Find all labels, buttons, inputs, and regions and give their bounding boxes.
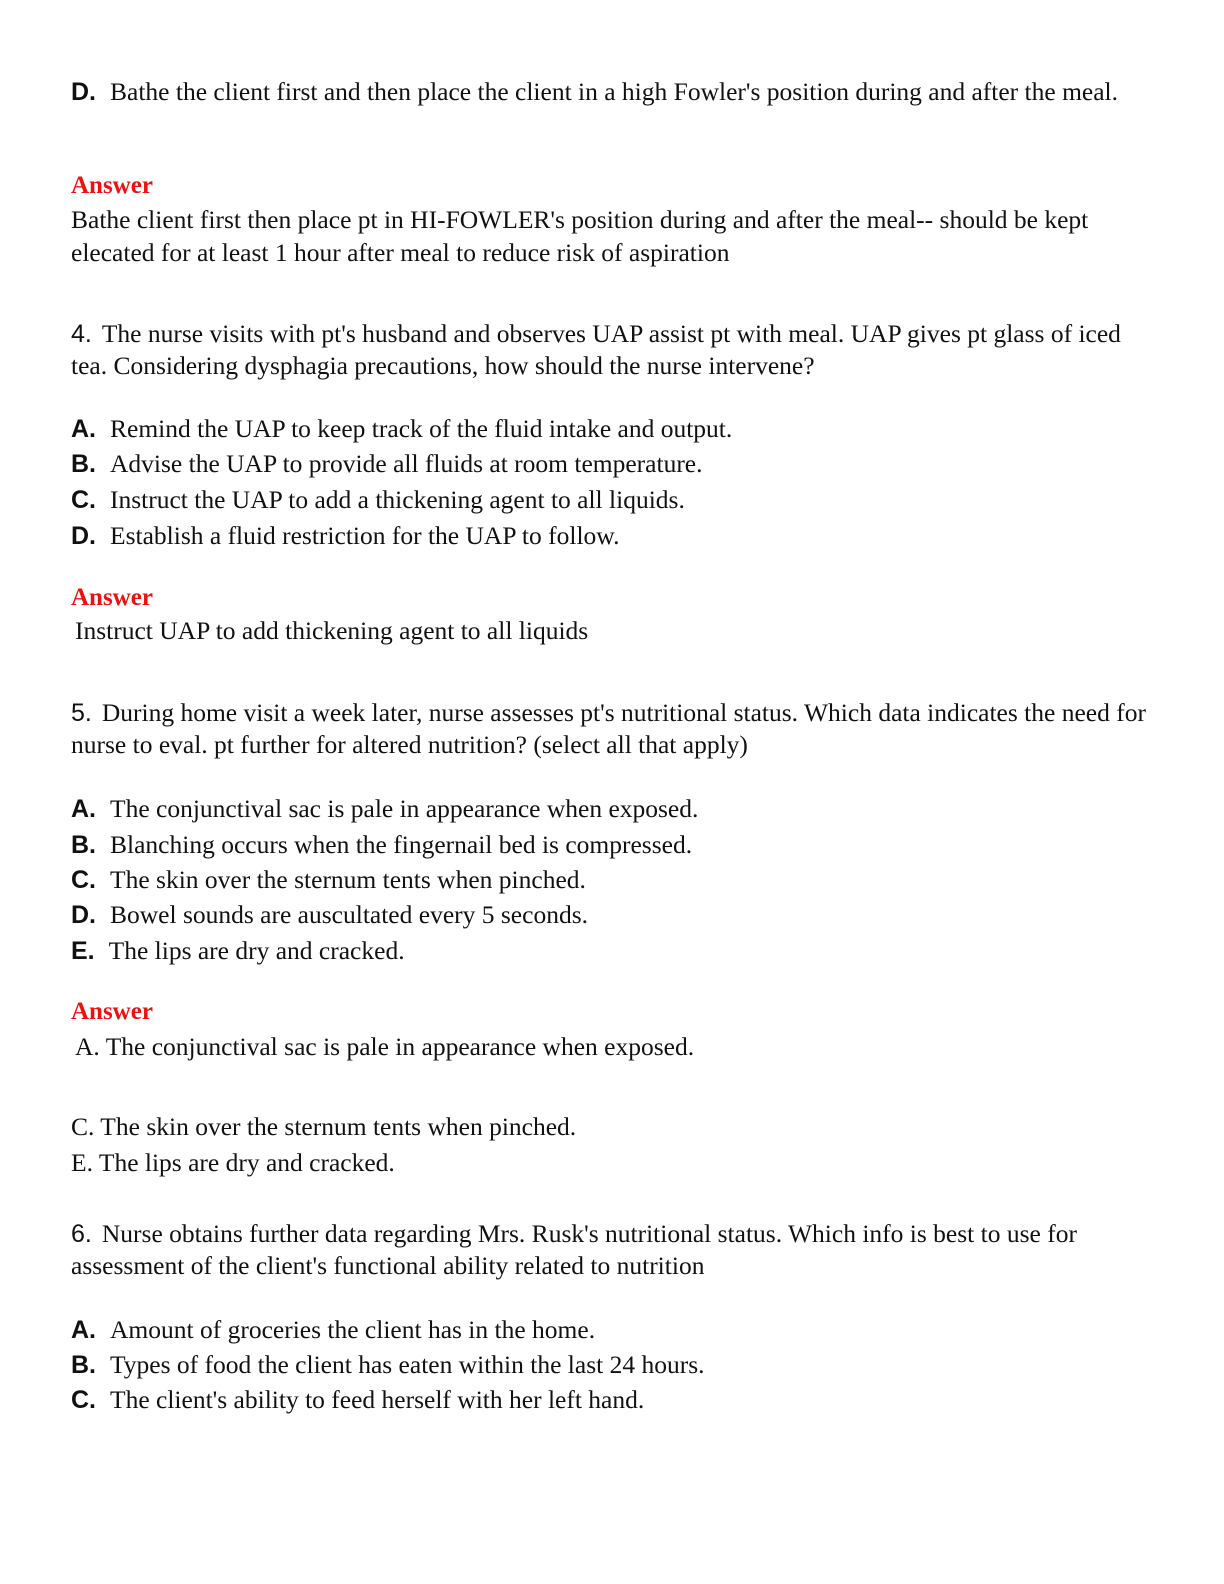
- option-letter: B.: [71, 450, 96, 478]
- question-number: 5.: [71, 699, 92, 727]
- q5-answer-label: Answer: [71, 998, 153, 1025]
- q6-option-b: [71, 1349, 1151, 1381]
- option-text: The lips are dry and cracked.: [108, 936, 405, 965]
- option-text: Types of food the client has eaten within the last 24 hours.: [110, 1350, 705, 1379]
- question-number: 6.: [71, 1220, 92, 1248]
- question-text: During home visit a week later, nurse assesses pt's nutritional status. Which data indicates the need for nurse to eval. pt further for altered nutrition? (select all that apply): [71, 698, 1146, 759]
- q5-option-a: [71, 793, 1151, 825]
- q5-option-d: [71, 899, 1151, 931]
- option-letter: D.: [71, 522, 96, 550]
- option-letter: D.: [71, 901, 96, 929]
- q4-answer-label: Answer: [71, 584, 153, 611]
- option-text: Bowel sounds are auscultated every 5 seconds.: [110, 900, 588, 929]
- q6-option-c: [71, 1384, 1151, 1416]
- option-letter: B.: [71, 1351, 96, 1379]
- q4-option-b: [71, 448, 1151, 480]
- option-letter: C.: [71, 1386, 96, 1414]
- option-text: Remind the UAP to keep track of the fluid intake and output.: [110, 414, 733, 443]
- option-text: Instruct the UAP to add a thickening agent to all liquids.: [110, 485, 685, 514]
- q5-option-b: [71, 829, 1151, 861]
- q6-stem: [71, 1218, 1151, 1281]
- q3-option-d: [71, 76, 1151, 108]
- option-letter: B.: [71, 831, 96, 859]
- question-text: The nurse visits with pt's husband and observes UAP assist pt with meal. UAP gives pt glass of iced tea. Considering dysphagia precautions, how should the nurse intervene?: [71, 319, 1121, 380]
- q5-stem: [71, 697, 1151, 760]
- q6-option-a: [71, 1314, 1151, 1346]
- option-letter: A.: [71, 795, 96, 823]
- option-text: Blanching occurs when the fingernail bed is compressed.: [110, 830, 693, 859]
- option-letter: C.: [71, 486, 96, 514]
- q5-answer-item: C. The skin over the sternum tents when pinched.: [71, 1112, 577, 1141]
- q4-option-a: [71, 413, 1151, 445]
- q5-answer-item: A. The conjunctival sac is pale in appearance when exposed.: [75, 1032, 695, 1061]
- option-text: The conjunctival sac is pale in appearance when exposed.: [110, 794, 699, 823]
- q4-answer-text: Instruct UAP to add thickening agent to all liquids: [75, 616, 589, 645]
- option-text: Advise the UAP to provide all fluids at room temperature.: [110, 449, 703, 478]
- option-letter: C.: [71, 866, 96, 894]
- option-letter: E.: [71, 937, 95, 965]
- option-text: Establish a fluid restriction for the UAP to follow.: [110, 521, 620, 550]
- option-text: The skin over the sternum tents when pinched.: [110, 865, 586, 894]
- option-text: Amount of groceries the client has in the home.: [110, 1315, 596, 1344]
- option-text: The client's ability to feed herself with her left hand.: [110, 1385, 645, 1414]
- q3-answer-label: Answer: [71, 172, 153, 199]
- option-letter: A.: [71, 415, 96, 443]
- q5-answer-item: E. The lips are dry and cracked.: [71, 1148, 395, 1177]
- option-letter: A.: [71, 1316, 96, 1344]
- q4-option-c: [71, 484, 1151, 516]
- question-number: 4.: [71, 320, 92, 348]
- q5-option-e: [71, 935, 1151, 967]
- option-text: Bathe the client first and then place the client in a high Fowler's position during and after the meal.: [110, 77, 1119, 106]
- q4-stem: [71, 318, 1151, 381]
- q5-option-c: [71, 864, 1151, 896]
- q4-option-d: [71, 520, 1151, 552]
- q3-answer-text: Bathe client first then place pt in HI-FOWLER's position during and after the meal-- should be kept elecated for at least 1 hour after meal to reduce risk of aspiration: [71, 205, 1089, 267]
- question-text: Nurse obtains further data regarding Mrs. Rusk's nutritional status. Which info is best to use for assessment of the client's functional ability related to nutrition: [71, 1219, 1077, 1280]
- option-letter: D.: [71, 78, 96, 106]
